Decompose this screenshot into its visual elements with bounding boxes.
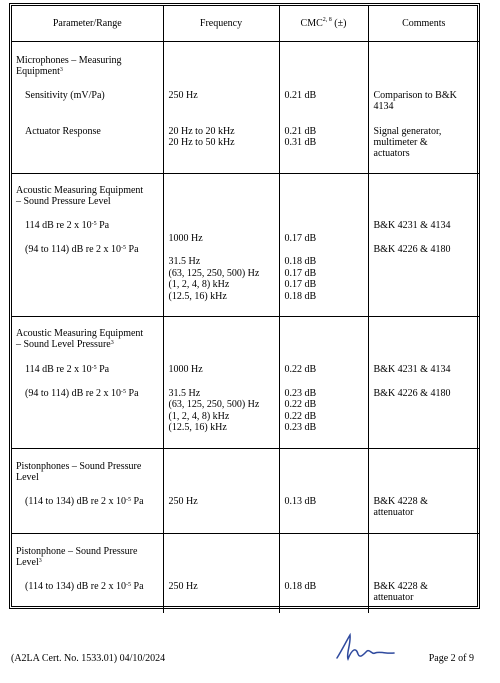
freq-value: (12.5, 16) kHz	[168, 422, 227, 433]
cmc-value: 0.18 dB	[284, 291, 317, 302]
cmc-cell	[279, 42, 368, 174]
cert-number: (A2LA Cert. No. 1533.01) 04/10/2024	[11, 653, 166, 664]
freq-cell	[163, 534, 279, 614]
section-title: Acoustic Measuring Equipment	[16, 328, 144, 339]
section-title-cont: – Sound Pressure Level	[16, 196, 111, 207]
section-title-cont: Level$^3$	[16, 557, 42, 568]
header-comments: Comments	[368, 6, 479, 42]
section-sound-level-pressure	[12, 317, 479, 449]
comment-text: Comparison to B&K	[373, 90, 457, 101]
comment-text: B&K 4231 & 4134	[373, 220, 451, 231]
param-range: (114 to 134) dB re 2 x $10^{-5}$ Pa	[25, 581, 144, 592]
section-title: Pistonphone – Sound Pressure	[16, 546, 138, 557]
page-number: Page 2 of 9	[428, 653, 474, 664]
comments-cell	[368, 449, 479, 534]
freq-value: 250 Hz	[168, 496, 198, 507]
param-cell	[12, 534, 163, 614]
param-range: 114 dB re 2 x $10^{-5}$ Pa	[25, 220, 110, 231]
param-cell	[12, 42, 163, 174]
cmc-cell	[279, 449, 368, 534]
comment-text: 4134	[373, 101, 394, 112]
cmc-value: 0.22 dB	[284, 411, 317, 422]
section-title: Acoustic Measuring Equipment	[16, 185, 144, 196]
freq-cell	[163, 174, 279, 317]
freq-value: 250 Hz	[168, 581, 198, 592]
param-sensitivity: Sensitivity (mV/Pa)	[25, 90, 105, 101]
comment-text: Signal generator,	[373, 126, 442, 137]
freq-value: 31.5 Hz	[168, 388, 201, 399]
calibration-scope-table	[12, 6, 479, 613]
param-cell	[12, 317, 163, 449]
freq-value: (63, 125, 250, 500) Hz	[168, 399, 260, 410]
comment-text: B&K 4228 &	[373, 496, 428, 507]
comments-cell	[368, 534, 479, 614]
cmc-value: 0.17 dB	[284, 233, 317, 244]
section-title-cont: Equipment$^3$	[16, 66, 63, 77]
freq-cell	[163, 42, 279, 174]
scope-table-frame	[9, 3, 480, 609]
param-actuator: Actuator Response	[25, 126, 101, 137]
section-title-cont: Level	[16, 472, 39, 483]
comment-text: B&K 4228 &	[373, 581, 428, 592]
freq-value: (63, 125, 250, 500) Hz	[168, 268, 260, 279]
cmc-value: 0.23 dB	[284, 422, 317, 433]
freq-value: (12.5, 16) kHz	[168, 291, 227, 302]
freq-cell	[163, 317, 279, 449]
header-row	[12, 6, 479, 42]
cmc-value: 0.18 dB	[284, 581, 317, 592]
param-range: (114 to 134) dB re 2 x $10^{-5}$ Pa	[25, 496, 144, 507]
cmc-cell	[279, 174, 368, 317]
header-frequency: Frequency	[163, 6, 279, 42]
cmc-value: 0.13 dB	[284, 496, 317, 507]
header-parameter: Parameter/Range	[12, 6, 163, 42]
param-range: (94 to 114) dB re 2 x $10^{-5}$ Pa	[25, 244, 139, 255]
header-cmc: CMC$^{2, 8}$ (±)	[279, 6, 368, 42]
comment-text: actuators	[373, 148, 410, 159]
comment-text: attenuator	[373, 592, 414, 603]
section-pistonphone	[12, 534, 479, 614]
section-microphones	[12, 42, 479, 174]
section-title: Pistonphones – Sound Pressure	[16, 461, 142, 472]
param-cell	[12, 174, 163, 317]
freq-value: 1000 Hz	[168, 364, 203, 375]
comments-cell	[368, 174, 479, 317]
comment-text: multimeter &	[373, 137, 428, 148]
comment-text: attenuator	[373, 507, 414, 518]
cmc-value: 0.22 dB	[284, 399, 317, 410]
cmc-value: 0.22 dB	[284, 364, 317, 375]
param-range: 114 dB re 2 x $10^{-5}$ Pa	[25, 364, 110, 375]
section-title-cont: – Sound Level Pressure$^3$	[16, 339, 114, 350]
section-pistonphones	[12, 449, 479, 534]
cmc-cell	[279, 317, 368, 449]
comments-cell	[368, 42, 479, 174]
cmc-value: 0.31 dB	[284, 137, 317, 148]
param-range: (94 to 114) dB re 2 x $10^{-5}$ Pa	[25, 388, 139, 399]
param-cell	[12, 449, 163, 534]
freq-value: 1000 Hz	[168, 233, 203, 244]
cmc-cell	[279, 534, 368, 614]
cmc-value: 0.21 dB	[284, 90, 317, 101]
comment-text: B&K 4231 & 4134	[373, 364, 451, 375]
freq-value: (1, 2, 4, 8) kHz	[168, 411, 230, 422]
freq-value: 20 Hz to 50 kHz	[168, 137, 235, 148]
cmc-value: 0.21 dB	[284, 126, 317, 137]
freq-cell	[163, 449, 279, 534]
freq-value: 31.5 Hz	[168, 256, 201, 267]
freq-value: 250 Hz	[168, 90, 198, 101]
comment-text: B&K 4226 & 4180	[373, 244, 451, 255]
comment-text: B&K 4226 & 4180	[373, 388, 451, 399]
cmc-value: 0.18 dB	[284, 256, 317, 267]
comments-cell	[368, 317, 479, 449]
section-title: Microphones – Measuring	[16, 55, 122, 66]
signature-image	[334, 632, 396, 662]
freq-value: (1, 2, 4, 8) kHz	[168, 279, 230, 290]
cmc-value: 0.17 dB	[284, 279, 317, 290]
cmc-value: 0.17 dB	[284, 268, 317, 279]
section-sound-pressure-level	[12, 174, 479, 317]
freq-value: 20 Hz to 20 kHz	[168, 126, 235, 137]
cmc-value: 0.23 dB	[284, 388, 317, 399]
